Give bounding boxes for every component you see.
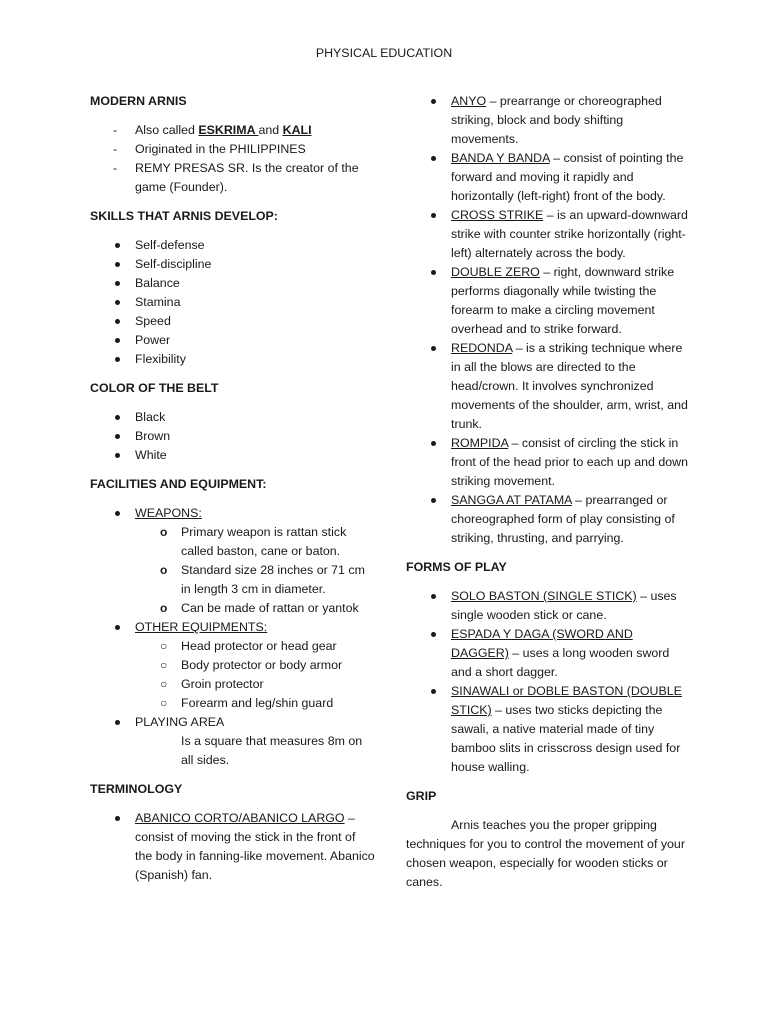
terminology-list-left (90, 809, 375, 885)
list-item: Self-discipline (90, 255, 375, 274)
list-item: Power (90, 331, 375, 350)
list-item: Brown (90, 427, 375, 446)
list-item: ○ Head protector or head gear (90, 637, 375, 656)
bullet-icon (115, 415, 120, 420)
bullet-icon (115, 300, 120, 305)
form-item: ESPADA Y DAGA (SWORD AND DAGGER) – uses a long wooden sword and a short dagger. (406, 625, 688, 682)
bullet-icon (115, 281, 120, 286)
term-item: ROMPIDA – consist of circling the stick in front of the head prior to each up and down striking movement. (406, 434, 688, 491)
bullet-icon (115, 357, 120, 362)
list-item: ○ Body protector or body armor (90, 656, 375, 675)
list-item: o Standard size 28 inches or 71 cm in length 3 cm in diameter. (160, 563, 365, 596)
playing-area-list (90, 713, 375, 732)
term-item: BANDA Y BANDA – consist of pointing the forward and moving it rapidly and horizontally (left-right) front of the body. (406, 149, 688, 206)
modern-arnis-heading: MODERN ARNIS (90, 94, 187, 108)
list-item: Stamina (90, 293, 375, 312)
bullet-icon (115, 625, 120, 630)
list-item: - Originated in the PHILIPPINES (113, 142, 306, 156)
bullet-icon (115, 720, 120, 725)
list-item (90, 504, 375, 523)
bullet-icon (431, 498, 436, 503)
forms-of-play-list (406, 587, 688, 777)
list-item: Speed (90, 312, 375, 331)
belt-heading: COLOR OF THE BELT (90, 381, 219, 395)
bullet-icon (431, 632, 436, 637)
term-item: REDONDA – is a striking technique where in all the blows are directed to the head/crown. It involves synchronized movements of the shoulder, arm, wrist, and trunk. (406, 339, 688, 434)
form-item: SINAWALI or DOBLE BASTON (DOUBLE STICK) – uses two sticks depicting the sawali, a native material made of tiny bamboo slits in crisscross design used for house walling. (406, 682, 688, 777)
circle-bullet-icon: ○ (160, 639, 168, 653)
facilities-list (90, 504, 375, 523)
modern-arnis-list (90, 121, 375, 197)
bullet-icon (431, 441, 436, 446)
circle-bullet-icon: o (160, 525, 168, 539)
bullet-icon (115, 243, 120, 248)
eskrima-term: ESKRIMA (198, 123, 259, 137)
list-item (90, 618, 375, 637)
bullet-icon (115, 816, 120, 821)
list-item: Flexibility (90, 350, 375, 369)
other-equipment-sublist (90, 637, 375, 713)
circle-bullet-icon: o (160, 601, 168, 615)
circle-bullet-icon: o (160, 563, 168, 577)
list-item: Balance (90, 274, 375, 293)
bullet-icon (431, 99, 436, 104)
weapons-label: WEAPONS: (135, 506, 202, 520)
bullet-icon (431, 156, 436, 161)
kali-term: KALI (282, 123, 312, 137)
circle-bullet-icon: ○ (160, 696, 168, 710)
list-item: ○ Forearm and leg/shin guard (90, 694, 375, 713)
playing-area-label: PLAYING AREA (135, 715, 225, 729)
bullet-icon (431, 270, 436, 275)
bullet-icon (115, 319, 120, 324)
other-equipment-list (90, 618, 375, 637)
circle-bullet-icon: ○ (160, 658, 168, 672)
term-item: ABANICO CORTO/ABANICO LARGO – consist of moving the stick in the front of the body in fanning-like movement. Abanico (Spanish) fan. (90, 809, 375, 885)
playing-area-text: Is a square that measures 8m on all sides. (181, 734, 363, 767)
circle-bullet-icon: ○ (160, 677, 168, 691)
list-item: White (90, 446, 375, 465)
bullet-icon (115, 338, 120, 343)
list-item (90, 713, 375, 732)
list-item: Self-defense (90, 236, 375, 255)
forms-of-play-heading: FORMS OF PLAY (406, 560, 507, 574)
grip-paragraph: Arnis teaches you the proper gripping techniques for you to control the movement of your chosen weapon, especially for wooden sticks or canes. (406, 818, 685, 889)
list-item: - Also called ESKRIMA and KALI (113, 123, 312, 137)
skills-list (90, 236, 375, 369)
bullet-icon (115, 453, 120, 458)
skills-heading: SKILLS THAT ARNIS DEVELOP: (90, 209, 278, 223)
list-item: o Primary weapon is rattan stick called baston, cane or baton. (160, 525, 347, 558)
bullet-icon (431, 689, 436, 694)
other-equipments-label: OTHER EQUIPMENTS: (135, 620, 268, 634)
bullet-icon (115, 262, 120, 267)
bullet-icon (431, 594, 436, 599)
bullet-icon (431, 346, 436, 351)
facilities-heading: FACILITIES AND EQUIPMENT: (90, 477, 267, 491)
list-item: ○ Groin protector (90, 675, 375, 694)
belt-list (90, 408, 375, 465)
list-item: - REMY PRESAS SR. Is the creator of the game (Founder). (113, 161, 359, 194)
left-column (90, 92, 375, 885)
bullet-icon (115, 511, 120, 516)
term-item: ANYO – prearrange or choreographed striking, block and body shifting movements. (406, 92, 688, 149)
page-title: PHYSICAL EDUCATION (315, 46, 453, 60)
bullet-icon (431, 213, 436, 218)
bullet-icon (115, 434, 120, 439)
weapons-sublist (90, 523, 375, 618)
terminology-heading: TERMINOLOGY (90, 782, 183, 796)
term-item: CROSS STRIKE – is an upward-downward strike with counter strike horizontally (right-left) alternately across the body. (406, 206, 688, 263)
grip-heading: GRIP (406, 789, 437, 803)
list-item: o Can be made of rattan or yantok (90, 599, 375, 618)
form-item: SOLO BASTON (SINGLE STICK) – uses single wooden stick or cane. (406, 587, 688, 625)
term-item: SANGGA AT PATAMA – prearranged or choreographed form of play consisting of striking, thrusting, and parrying. (406, 491, 688, 548)
right-column (406, 92, 688, 892)
term-item: DOUBLE ZERO – right, downward strike performs diagonally while twisting the forearm to make a circling movement overhead and to strike forward. (406, 263, 688, 339)
list-item: Black (90, 408, 375, 427)
terminology-list-right (406, 92, 688, 548)
